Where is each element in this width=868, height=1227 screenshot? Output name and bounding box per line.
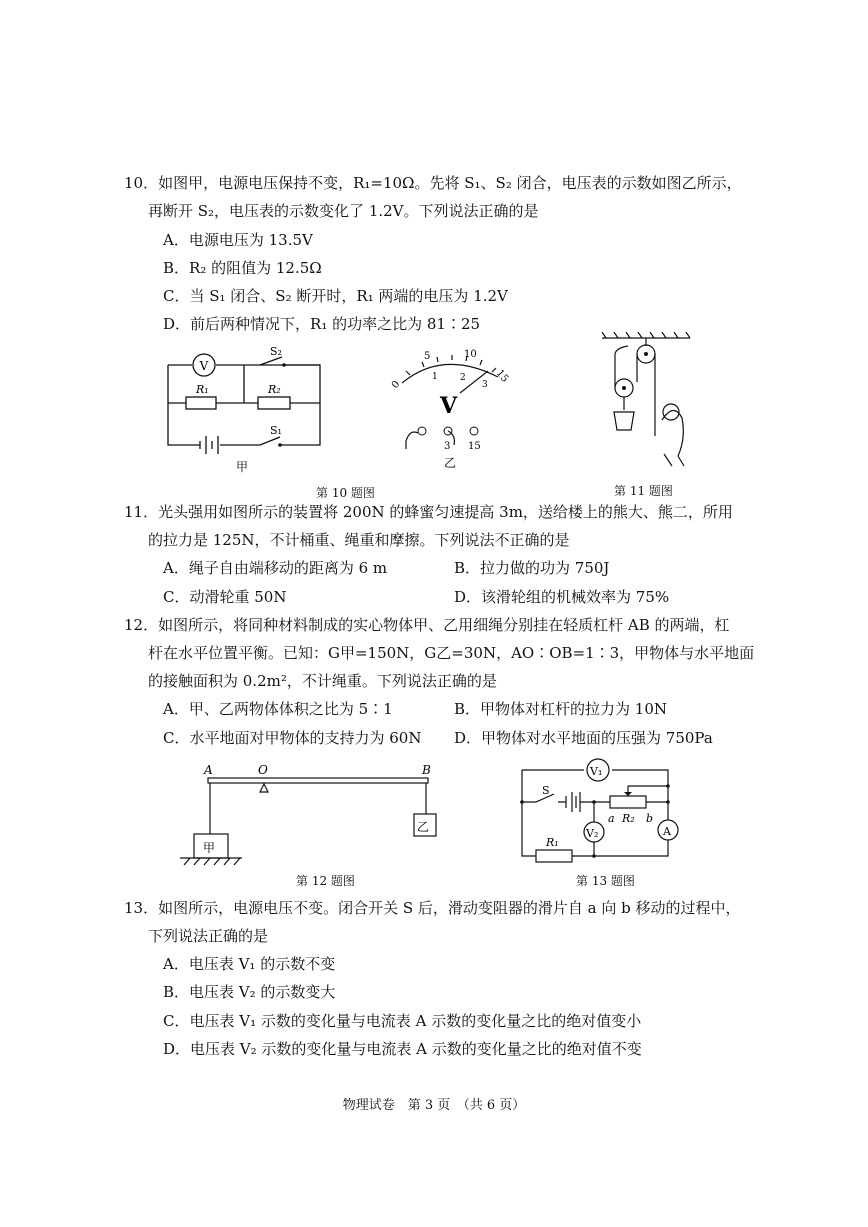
lever-point-b-label: B: [422, 763, 431, 777]
q12-stem-line2: 杆在水平位置平衡。已知：G甲=150N，G乙=30N，AO∶OB=1∶3，甲物体与水平地面: [148, 644, 755, 662]
object-yi-label: 乙: [417, 820, 430, 834]
q10-circuit-figure: [160, 345, 330, 475]
q10-figure-jia-label: 甲: [236, 460, 249, 474]
terminal-15-label: 15: [468, 441, 481, 452]
lever-point-a-label: A: [204, 763, 213, 777]
page-footer: 物理试卷 第 3 页 （共 6 页）: [342, 1098, 526, 1113]
q10-voltmeter-dial: [388, 345, 513, 473]
terminal-3-label: 3: [444, 441, 451, 452]
dial-tick-10: 10: [464, 349, 477, 360]
q10-option-a: A．电源电压为 13.5V: [163, 231, 313, 249]
q13-option-b: B．电压表 V₂ 的示数变大: [163, 983, 336, 1001]
q11-stem-line1: 11．光头强用如图所示的装置将 200N 的蜂蜜匀速提高 3m，送给楼上的熊大、熊二，所用: [124, 503, 733, 521]
r1-label: R₁: [546, 836, 559, 849]
q11-stem-line2: 的拉力是 125N，不计桶重、绳重和摩擦。下列说法不正确的是: [148, 531, 570, 549]
r2-label: R₂: [622, 812, 635, 825]
switch-s-label: S: [542, 784, 550, 797]
v2-meter-label: V₂: [586, 827, 599, 840]
point-a-label: a: [608, 812, 615, 825]
q12-lever-figure: [176, 762, 446, 872]
q13-option-c: C．电压表 V₁ 示数的变化量与电流表 A 示数的变化量之比的绝对值变小: [163, 1012, 642, 1030]
q10-r2-label: R₂: [268, 383, 281, 396]
q10-stem-line1: 10．如图甲，电源电压保持不变，R₁=10Ω。先将 S₁、S₂ 闭合，电压表的示数如图乙所示，: [124, 174, 742, 192]
dial-v-symbol: V: [440, 393, 458, 419]
q11-option-d: D．该滑轮组的机械效率为 75%: [454, 588, 670, 606]
q12-option-a: A．甲、乙两物体体积之比为 5∶1: [163, 700, 393, 718]
q12-stem-line3: 的接触面积为 0.2m²，不计绳重。下列说法正确的是: [148, 672, 497, 690]
q10-stem-line2: 再断开 S₂，电压表的示数变化了 1.2V。下列说法正确的是: [148, 202, 539, 220]
q12-stem-line1: 12．如图所示，将同种材料制成的实心物体甲、乙用细绳分别挂在轻质杠杆 AB 的两端，杠: [124, 616, 730, 634]
lever-point-o-label: O: [258, 763, 268, 777]
q11-pulley-figure: [598, 332, 698, 472]
q10-s2-label: S₂: [270, 345, 282, 358]
q10-s1-label: S₁: [270, 424, 282, 437]
q11-caption: 第 11 题图: [614, 484, 673, 498]
q13-stem-line2: 下列说法正确的是: [148, 927, 269, 945]
v1-meter-label: V₁: [590, 765, 603, 778]
dial-inner-3: 3: [482, 380, 488, 390]
object-jia-label: 甲: [203, 841, 216, 855]
point-b-label: b: [646, 812, 654, 825]
q10-voltmeter-label: V: [199, 359, 209, 373]
dial-inner-2: 2: [460, 373, 466, 383]
q13-stem-line1: 13．如图所示，电源电压不变。闭合开关 S 后，滑动变阻器的滑片自 a 向 b 移动的过程中，: [124, 899, 741, 917]
q10-option-c: C．当 S₁ 闭合、S₂ 断开时，R₁ 两端的电压为 1.2V: [163, 287, 508, 305]
dial-tick-0: 0: [389, 378, 403, 391]
q13-circuit-figure: [518, 756, 686, 864]
q13-option-d: D．电压表 V₂ 示数的变化量与电流表 A 示数的变化量之比的绝对值不变: [163, 1040, 642, 1058]
ammeter-label: A: [663, 825, 671, 838]
q11-option-a: A．绳子自由端移动的距离为 6 m: [163, 559, 388, 577]
q10-figure-yi-label: 乙: [444, 456, 457, 470]
dial-tick-15: 15: [493, 367, 511, 385]
q12-caption: 第 12 题图: [296, 874, 355, 888]
q10-r1-label: R₁: [196, 383, 209, 396]
q12-option-b: B．甲物体对杠杆的拉力为 10N: [454, 700, 668, 718]
q13-option-a: A．电压表 V₁ 的示数不变: [163, 955, 336, 973]
q11-option-c: C．动滑轮重 50N: [163, 588, 287, 606]
q12-option-c: C．水平地面对甲物体的支持力为 60N: [163, 729, 422, 747]
q11-option-b: B．拉力做的功为 750J: [454, 559, 610, 577]
dial-tick-5: 5: [424, 351, 431, 362]
q13-caption: 第 13 题图: [576, 874, 635, 888]
q10-caption: 第 10 题图: [316, 486, 375, 500]
q12-option-d: D．甲物体对水平地面的压强为 750Pa: [454, 729, 713, 747]
dial-inner-1: 1: [432, 372, 438, 382]
q10-option-d: D．前后两种情况下，R₁ 的功率之比为 81∶25: [163, 315, 481, 333]
q10-option-b: B．R₂ 的阻值为 12.5Ω: [163, 259, 322, 277]
